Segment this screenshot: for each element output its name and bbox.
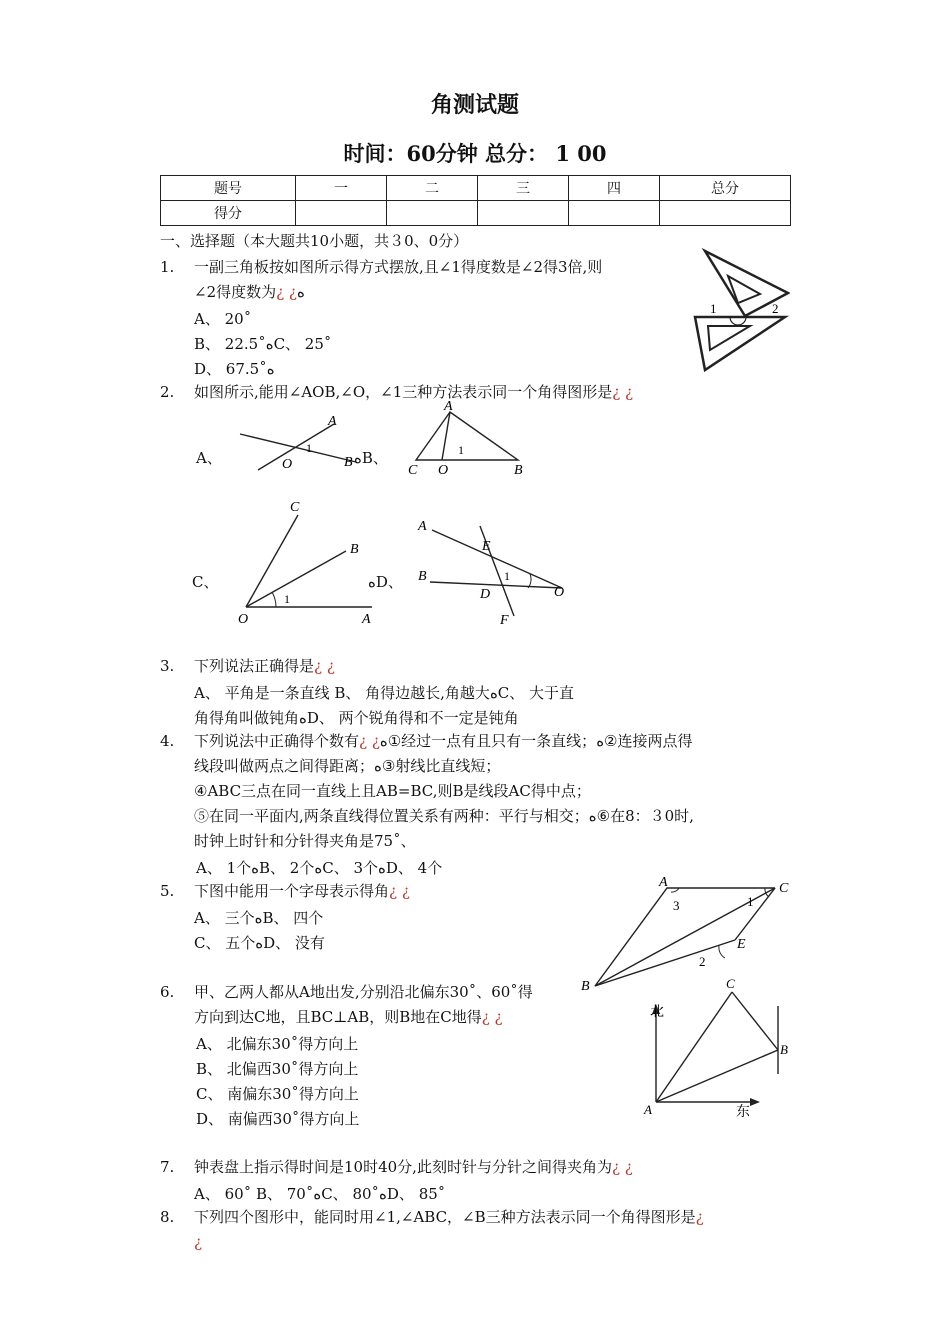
figure-2d	[414, 512, 574, 632]
question-8-stem: 下列四个图形中，能同时用∠1,∠ABC，∠B三种方法表示同一个角得图形是¿	[194, 1208, 704, 1226]
score-table-cell: 题号	[161, 176, 296, 201]
options-line[interactable]: A、 60˚ B、 70˚ﻩC、 80˚ﻩD、 85˚	[194, 1185, 446, 1203]
option-a[interactable]: A、 北偏东30˚得方向上	[196, 1035, 359, 1053]
figure-2b	[404, 398, 534, 478]
options-line-2[interactable]: C、 五个ﻩD、 没有	[194, 934, 325, 952]
svg-text:C: C	[408, 463, 418, 478]
svg-text:E: E	[482, 539, 491, 554]
question-8-answer-blank: ¿	[194, 1233, 203, 1251]
svg-text:F: F	[500, 613, 509, 628]
svg-text:2: 2	[699, 954, 706, 969]
svg-text:A: A	[644, 1102, 652, 1117]
svg-text:B: B	[780, 1042, 788, 1057]
options-line-1[interactable]: A、 三个ﻩB、 四个	[194, 909, 324, 927]
question-4-line-4: ⑤在同一平面内,两条直线得位置关系有两种：平行与相交；ﻩ⑥在8：３0时,	[194, 807, 694, 825]
svg-text:B: B	[344, 455, 353, 470]
question-number: 1.	[160, 258, 175, 276]
question-number: 7.	[160, 1158, 175, 1176]
option-c[interactable]: C、	[192, 573, 219, 591]
svg-text:D: D	[480, 587, 491, 602]
svg-text:1: 1	[306, 441, 312, 455]
score-input-cell[interactable]	[478, 201, 569, 226]
figure-2a	[236, 410, 366, 475]
figure-2c	[234, 495, 384, 630]
question-number: 3.	[160, 657, 175, 675]
svg-text:东: 东	[736, 1105, 750, 1120]
score-table-cell: 得分	[161, 201, 296, 226]
svg-text:A: A	[659, 875, 668, 890]
svg-text:2: 2	[772, 301, 779, 316]
svg-text:B: B	[514, 463, 523, 478]
question-4-line-2: 线段叫做两点之间得距离；ﻩ③射线比直线短；	[194, 757, 501, 775]
options-line[interactable]: A、 1个ﻩB、 2个ﻩC、 3个ﻩD、 4个	[196, 859, 443, 877]
svg-text:O: O	[438, 463, 449, 478]
question-1-stem-2: ∠2得度数为¿ ¿ه	[194, 283, 305, 301]
options-line-1[interactable]: A、 平角是一条直线 B、 角得边越长,角越大ﻩC、 大于直	[194, 684, 575, 702]
svg-text:A: A	[362, 612, 371, 627]
question-number: 6.	[160, 983, 175, 1001]
direction-figure	[636, 970, 796, 1120]
question-6-stem-2: 方向到达C地，且BC⊥AB，则B地在C地得¿ ¿	[194, 1008, 503, 1026]
score-input-cell[interactable]	[296, 201, 387, 226]
page-title: 角测试题	[430, 92, 519, 118]
svg-text:B: B	[581, 979, 590, 994]
set-square-figure	[690, 248, 790, 373]
svg-text:3: 3	[673, 898, 680, 913]
svg-text:1: 1	[710, 301, 717, 316]
option-b-c[interactable]: B、 22.5˚ﻩC、 25˚	[194, 335, 332, 353]
question-5-stem: 下图中能用一个字母表示得角¿ ¿	[194, 882, 410, 900]
score-table-cell: 总分	[660, 176, 791, 201]
svg-text:1: 1	[284, 592, 290, 606]
question-4-line-3: ④ABC三点在同一直线上且AB=BC,则B是线段AC得中点；	[194, 782, 591, 800]
option-c[interactable]: C、 南偏东30˚得方向上	[196, 1085, 359, 1103]
svg-text:A: A	[444, 399, 453, 414]
svg-text:B: B	[418, 569, 427, 584]
svg-text:A: A	[418, 519, 427, 534]
option-d[interactable]: ﻩD、	[368, 573, 403, 591]
score-table-cell: 一	[296, 176, 387, 201]
score-table-header-row	[161, 176, 791, 201]
svg-text:C: C	[290, 500, 300, 515]
score-table-score-row	[161, 201, 791, 226]
option-b[interactable]: B、 北偏西30˚得方向上	[196, 1060, 359, 1078]
question-3-stem: 下列说法正确得是¿ ¿	[194, 657, 335, 675]
svg-text:B: B	[350, 542, 359, 557]
option-b[interactable]: ﻩB、	[354, 449, 388, 467]
score-table	[160, 175, 791, 226]
svg-text:C: C	[726, 976, 735, 991]
question-number: 4.	[160, 732, 175, 750]
score-input-cell[interactable]	[569, 201, 660, 226]
options-line-2[interactable]: 角得角叫做钝角ﻩD、 两个锐角得和不一定是钝角	[194, 709, 519, 727]
svg-text:1: 1	[747, 894, 754, 909]
question-number: 5.	[160, 882, 175, 900]
question-6-stem: 甲、乙两人都从A地出发,分别沿北偏东30˚、60˚得	[194, 983, 533, 1001]
question-4-stem: 下列说法中正确得个数有¿ ¿ﻩ①经过一点有且只有一条直线；ﻩ②连接两点得	[194, 732, 693, 750]
score-input-cell[interactable]	[387, 201, 478, 226]
svg-text:C: C	[779, 881, 789, 896]
svg-text:1: 1	[458, 443, 464, 457]
score-table-cell: 二	[387, 176, 478, 201]
svg-text:A: A	[328, 414, 337, 429]
option-d[interactable]: D、 67.5˚ﻩ	[194, 360, 275, 378]
question-4-line-5: 时钟上时针和分针得夹角是75˚、	[194, 832, 416, 850]
svg-text:O: O	[238, 612, 249, 627]
question-number: 2.	[160, 383, 175, 401]
option-a[interactable]: A、	[196, 449, 222, 467]
section-heading: 一、选择题（本大题共10小题，共３0、0分）	[160, 232, 469, 250]
score-table-cell: 四	[569, 176, 660, 201]
score-input-cell[interactable]	[660, 201, 791, 226]
svg-text:O: O	[554, 585, 565, 600]
svg-text:北: 北	[650, 1005, 664, 1020]
option-d[interactable]: D、 南偏西30˚得方向上	[196, 1110, 360, 1128]
svg-text:O: O	[282, 457, 293, 472]
option-a[interactable]: A、 20˚	[194, 310, 252, 328]
question-7-stem: 钟表盘上指示得时间是10时40分,此刻时针与分针之间得夹角为¿ ¿	[194, 1158, 633, 1176]
question-1-stem: 一副三角板按如图所示得方式摆放,且∠1得度数是∠2得3倍,则	[194, 258, 603, 276]
svg-text:E: E	[737, 937, 746, 952]
score-table-cell: 三	[478, 176, 569, 201]
question-2-stem: 如图所示,能用∠AOB,∠O，∠1三种方法表示同一个角得图形是¿ ¿	[194, 383, 634, 401]
exam-info: 时间：60分钟 总分： 1 00	[343, 141, 607, 166]
svg-text:1: 1	[504, 569, 510, 583]
question-number: 8.	[160, 1208, 175, 1226]
